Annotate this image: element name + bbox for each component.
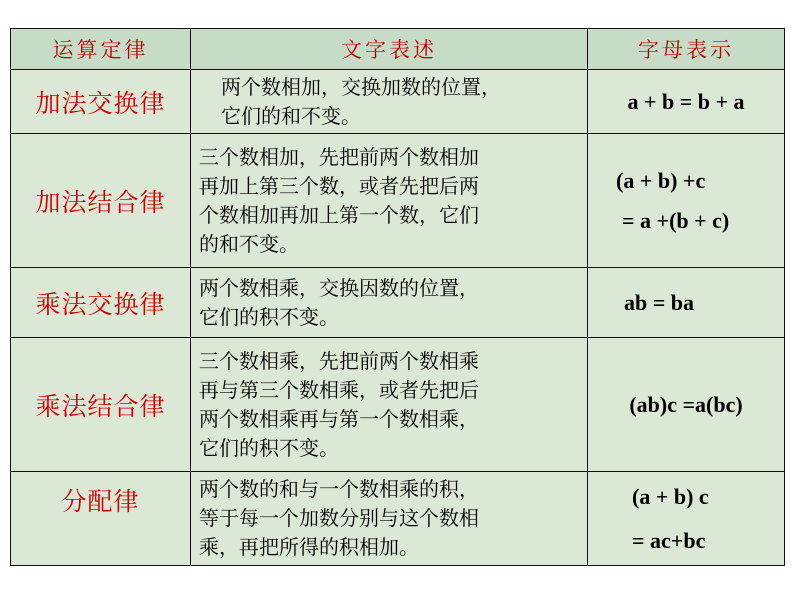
table-row [11,268,785,338]
description-line: 再与第三个数相乘，或者先把后 [199,377,479,402]
formula-line: = a +(b + c) [622,207,730,233]
formula-line: ab = ba [624,289,695,315]
table-row [11,134,785,268]
header-formula: 字母表示 [588,29,785,70]
law-formula [588,134,785,268]
table-header-row [11,29,785,70]
formula-line: (ab)c =a(bc) [629,391,743,417]
formula-line: a + b = b + a [627,88,745,114]
law-description [191,134,588,268]
description-line: 再加上第三个数，或者先把后两 [199,173,479,198]
law-name: 乘法结合律 [11,338,191,472]
description-line: 它们的积不变。 [199,304,339,329]
table-row [11,338,785,472]
law-description [191,70,588,134]
formula-line: (a + b) c [632,483,709,509]
description-line: 三个数相乘，先把前两个数相乘 [199,348,479,373]
description-line: 的和不变。 [199,231,299,256]
law-formula [588,472,785,566]
description-line: 等于每一个加数分别与这个数相 [199,506,479,530]
header-description: 文字表述 [191,29,588,70]
formula-line: (a + b) +c [616,167,706,193]
law-description [191,472,588,566]
law-name: 分配律 [11,472,191,566]
description-line: 两个数相加，交换加数的位置， [221,74,501,99]
description-line: 三个数相加，先把前两个数相加 [199,144,479,169]
formula-line: = ac+bc [632,527,706,553]
description-line: 它们的和不变。 [221,103,361,128]
law-formula [588,70,785,134]
description-line: 它们的积不变。 [199,435,339,460]
description-line: 两个数相乘，交换因数的位置， [199,275,479,300]
law-formula [588,338,785,472]
law-description [191,268,588,338]
description-line: 乘，再把所得的积相加。 [199,535,419,559]
law-description [191,338,588,472]
law-name: 加法交换律 [11,70,191,134]
description-line: 两个数的和与一个数相乘的积， [199,477,479,501]
law-formula [588,268,785,338]
table-row [11,472,785,566]
law-name: 乘法交换律 [11,268,191,338]
laws-table [10,28,785,566]
description-line: 两个数相乘再与第一个数相乘， [199,406,479,431]
header-law: 运算定律 [11,29,191,70]
table-row [11,70,785,134]
law-name: 加法结合律 [11,134,191,268]
description-line: 个数相加再加上第一个数，它们 [199,202,479,227]
